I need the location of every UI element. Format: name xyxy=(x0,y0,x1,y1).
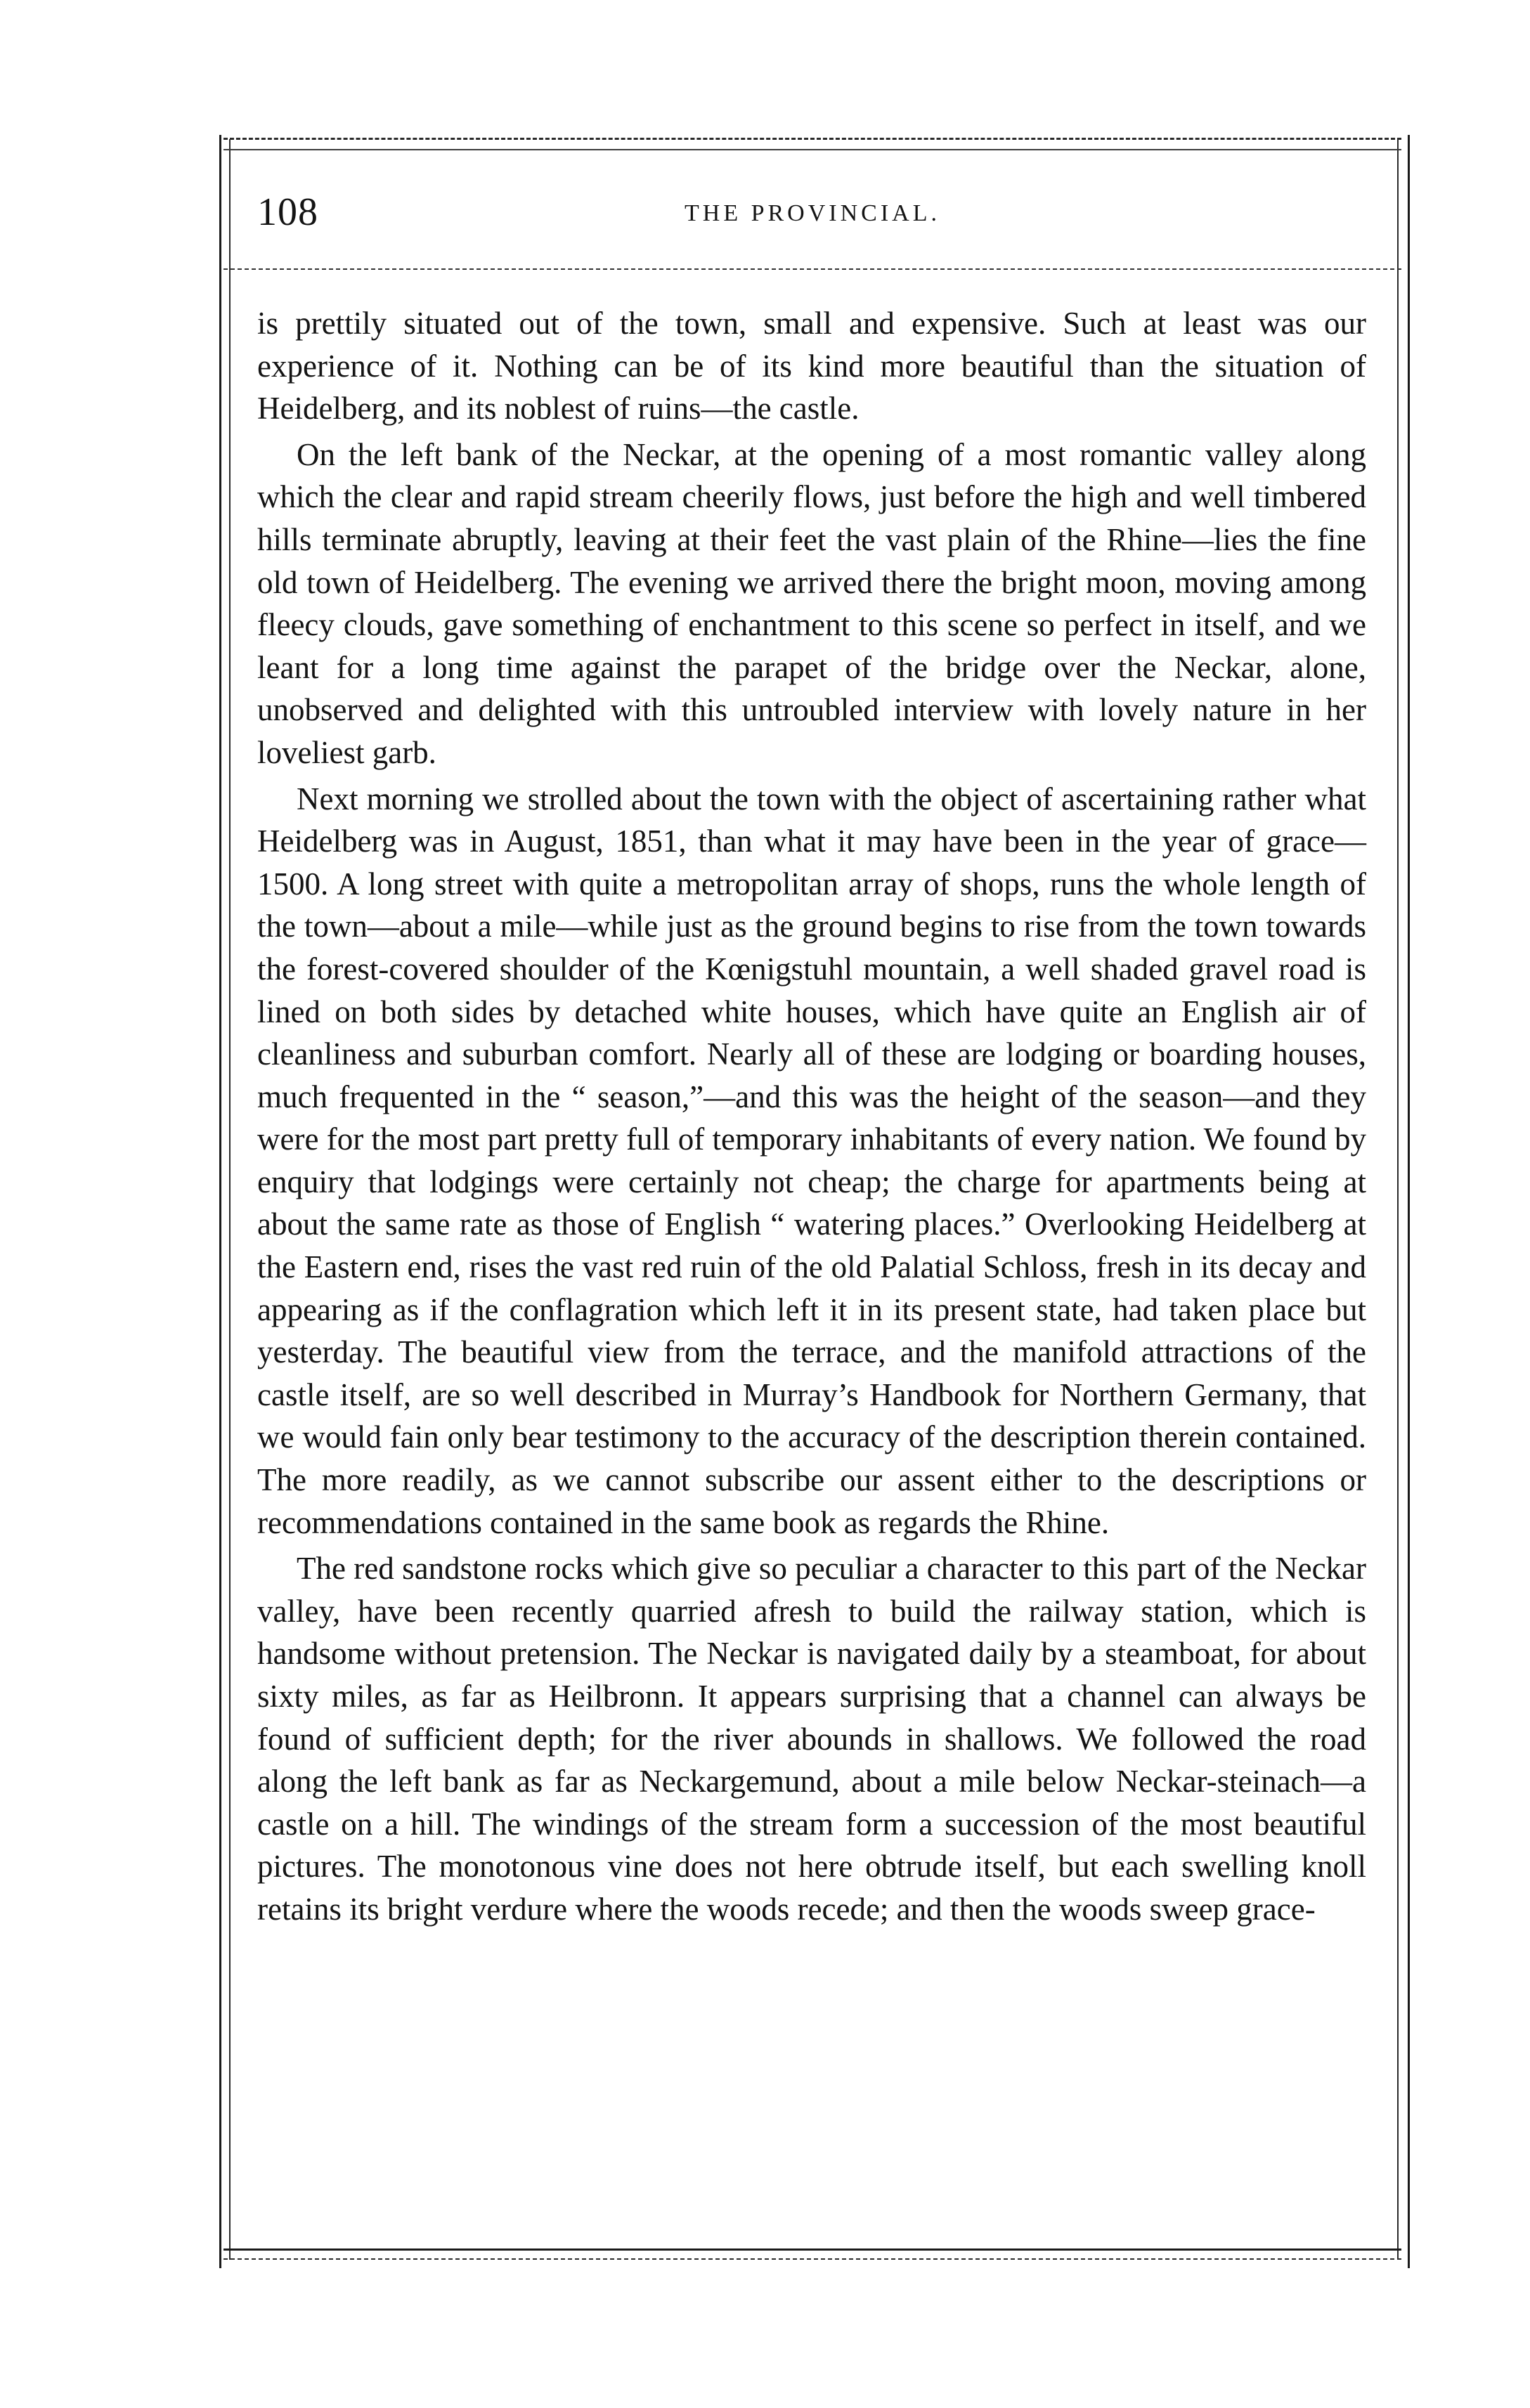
page-header xyxy=(257,184,1368,240)
top-rule-inner xyxy=(223,149,1401,150)
bottom-rule-outer xyxy=(223,2258,1401,2260)
page-number: 108 xyxy=(257,190,318,234)
paragraph: is prettily situated out of the town, small and expensive. Such at least was our experience of it. Nothing can be of its kind more beautiful than the situation of Heidelberg, and its noblest of ruins—the castle. xyxy=(257,306,1366,427)
paragraph: On the left bank of the Neckar, at the opening of a most romantic valley along which the clear and rapid stream cheerily flows, just before the high and well timbered hills terminate abruptly, leaving at their feet the vast plain of the Rhine—lies the fine old town of Heidelberg. The evening we arrived there the bright moon, moving among fleecy clouds, gave something of enchantment to this scene so perfect in itself, and we leant for a long time against the parapet of the bridge over the Neckar, alone, unobserved and delighted with this untroubled interview with lovely nature in her loveliest garb. xyxy=(257,436,1366,770)
body-text xyxy=(257,302,1366,1931)
running-title: THE PROVINCIAL. xyxy=(685,200,940,226)
paragraph: Next morning we strolled about the town with the object of ascertaining rather what Heidelberg was in August, 1851, than what it may have been in the year of grace—1500. A long street with quite a metropolitan array of shops, runs the whole length of the town—about a mile—while just as the ground begins to rise from the town towards the forest-covered shoulder of the Kœnigstuhl mountain, a well shaded gravel road is lined on both sides by detached white houses, which have quite an English air of cleanliness and suburban comfort. Nearly all of these are lodging or boarding houses, much frequented in the “ season,”—and this was the height of the season—and they were for the most part pretty full of temporary inhabitants of every nation. We found by enquiry that lodgings were certainly not cheap; the charge for apartments being at about the same rate as those of English “ watering places.” Overlooking Heidelberg at the Eastern end, rises the vast red ruin of the old Palatial Schloss, fresh in its decay and appearing as if the conflagration which left it in its present state, had taken place but yesterday. The beautiful view from the terrace, and the manifold attractions of the castle itself, are so well described in Murray’s Handbook for Northern Germany, that we would fain only bear testimony to the accuracy of the description therein contained. The more readily, as we cannot subscribe our assent either to the descriptions or recommendations contained in the same book as regards the Rhine. xyxy=(257,781,1366,1540)
paragraph: The red sandstone rocks which give so peculiar a character to this part of the Neckar valley, have been recently quarried afresh to build the railway station, which is handsome without pretension. The Neckar is navigated daily by a steamboat, for about sixty miles, as far as Heilbronn. It appears surprising that a channel can always be found of sufficient depth; for the river abounds in shallows. We followed the road along the left bank as far as Neckargemund, about a mile below Neckar-steinach—a castle on a hill. The windings of the stream form a succession of the most beautiful pictures. The monotonous vine does not here obtrude itself, but each swelling knoll retains its bright verdure where the woods recede; and then the woods sweep grace- xyxy=(257,1551,1366,1927)
header-divider xyxy=(223,268,1401,270)
bottom-rule xyxy=(223,2248,1401,2251)
top-rule xyxy=(223,138,1401,140)
